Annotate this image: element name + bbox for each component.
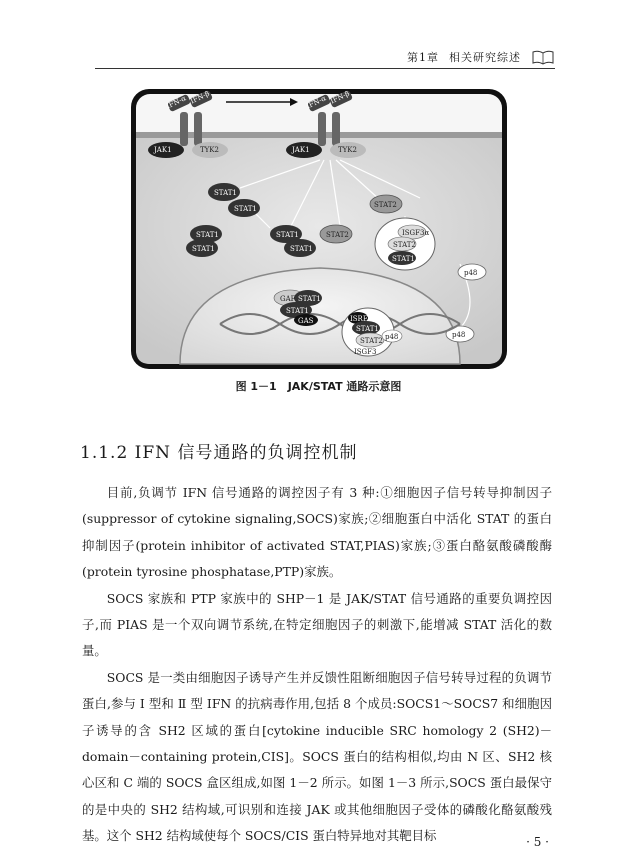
page-number: · 5 · bbox=[526, 835, 549, 849]
gaf-label: GAF bbox=[280, 295, 296, 303]
stat1-label: STAT1 bbox=[290, 245, 313, 253]
ifn-label: IFN-α bbox=[305, 94, 328, 111]
isre-label: ISRE bbox=[350, 315, 368, 323]
tyk2-label: TYK2 bbox=[338, 146, 357, 154]
paragraph: 目前,负调节 IFN 信号通路的调控因子有 3 种:①细胞因子信号转导抑制因子(suppressor of cytokine signaling,SOCS)家族;②细胞蛋白中活化 STAT 的蛋白抑制因子(protein inhibitor of activated STAT,PIAS)家族;③蛋白酪氨酸磷酸酶(protein tyrosine phosphatase,PTP)家族。 bbox=[82, 485, 552, 580]
jak1-label: JAK1 bbox=[154, 146, 172, 154]
pathway-diagram bbox=[130, 88, 508, 370]
stat2-label: STAT2 bbox=[374, 201, 397, 209]
gas-label: GAS bbox=[298, 317, 314, 325]
jak-stat-pathway-figure bbox=[130, 88, 508, 370]
section-title: IFN 信号通路的负调控机制 bbox=[134, 443, 358, 463]
stat1-label: STAT1 bbox=[196, 231, 219, 239]
p48-label: p48 bbox=[452, 331, 466, 339]
ifn-label: IFN-α bbox=[165, 94, 188, 111]
stat1-label: STAT1 bbox=[192, 245, 215, 253]
stat1-label: STAT1 bbox=[276, 231, 299, 239]
stat2-label: STAT2 bbox=[326, 231, 349, 239]
tyk2-label: TYK2 bbox=[200, 146, 219, 154]
paragraph: SOCS 家族和 PTP 家族中的 SHP－1 是 JAK/STAT 信号通路的重要负调控因子,而 PIAS 是一个双向调节系统,在特定细胞因子的刺激下,能增减 STAT 活化的数量。 bbox=[82, 590, 552, 659]
body-text bbox=[82, 480, 552, 850]
figure-caption: 图 1－1 JAK/STAT 通路示意图 bbox=[235, 380, 402, 393]
chapter-title: 相关研究综述 bbox=[449, 51, 521, 64]
p48-label: p48 bbox=[464, 269, 478, 277]
stat1-label: STAT1 bbox=[298, 295, 321, 303]
isgf3-label: ISGF3 bbox=[354, 348, 377, 356]
stat1-label: STAT1 bbox=[234, 205, 257, 213]
p48-label: p48 bbox=[385, 333, 399, 341]
section-heading bbox=[80, 438, 357, 463]
isgf3a-label: ISGF3α bbox=[402, 229, 430, 237]
open-book-icon bbox=[531, 49, 555, 65]
running-head bbox=[95, 46, 555, 69]
paragraph: SOCS 是一类由细胞因子诱导产生并反馈性阻断细胞因子信号转导过程的负调节蛋白,参与 Ⅰ 型和 Ⅱ 型 IFN 的抗病毒作用,包括 8 个成员:SOCS1～SOCS7 和细胞因子诱导的含 SH2 区域的蛋白[cytokine inducible SRC homology 2 (SH2)－domain－containing protein,CIS]。SOCS 蛋白的结构相似,均由 N 区、SH2 核心区和 C 端的 SOCS 盒区组成,如图 1－2 所示。如图 1－3 所示,SOCS 蛋白最保守的是中央的 SH2 结构域,可识别和连接 JAK 或其他细胞因子受体的磷酸化酪氨酸残基。这个 SH2 结构域使每个 SOCS/CIS 蛋白特异地对其靶目标 bbox=[82, 669, 552, 844]
stat1-label: STAT1 bbox=[286, 307, 309, 315]
jak1-label: JAK1 bbox=[292, 146, 310, 154]
stat2-label: STAT2 bbox=[360, 337, 383, 345]
ifn-label: IFN-β bbox=[189, 89, 211, 106]
chapter-label: 第1章 bbox=[407, 51, 439, 64]
stat1-label: STAT1 bbox=[356, 325, 379, 333]
stat1-label: STAT1 bbox=[392, 255, 415, 263]
stat1-label: STAT1 bbox=[214, 189, 237, 197]
stat2-label: STAT2 bbox=[393, 241, 416, 249]
ifn-label: IFN-β bbox=[329, 89, 351, 106]
section-number: 1.1.2 bbox=[80, 443, 129, 463]
